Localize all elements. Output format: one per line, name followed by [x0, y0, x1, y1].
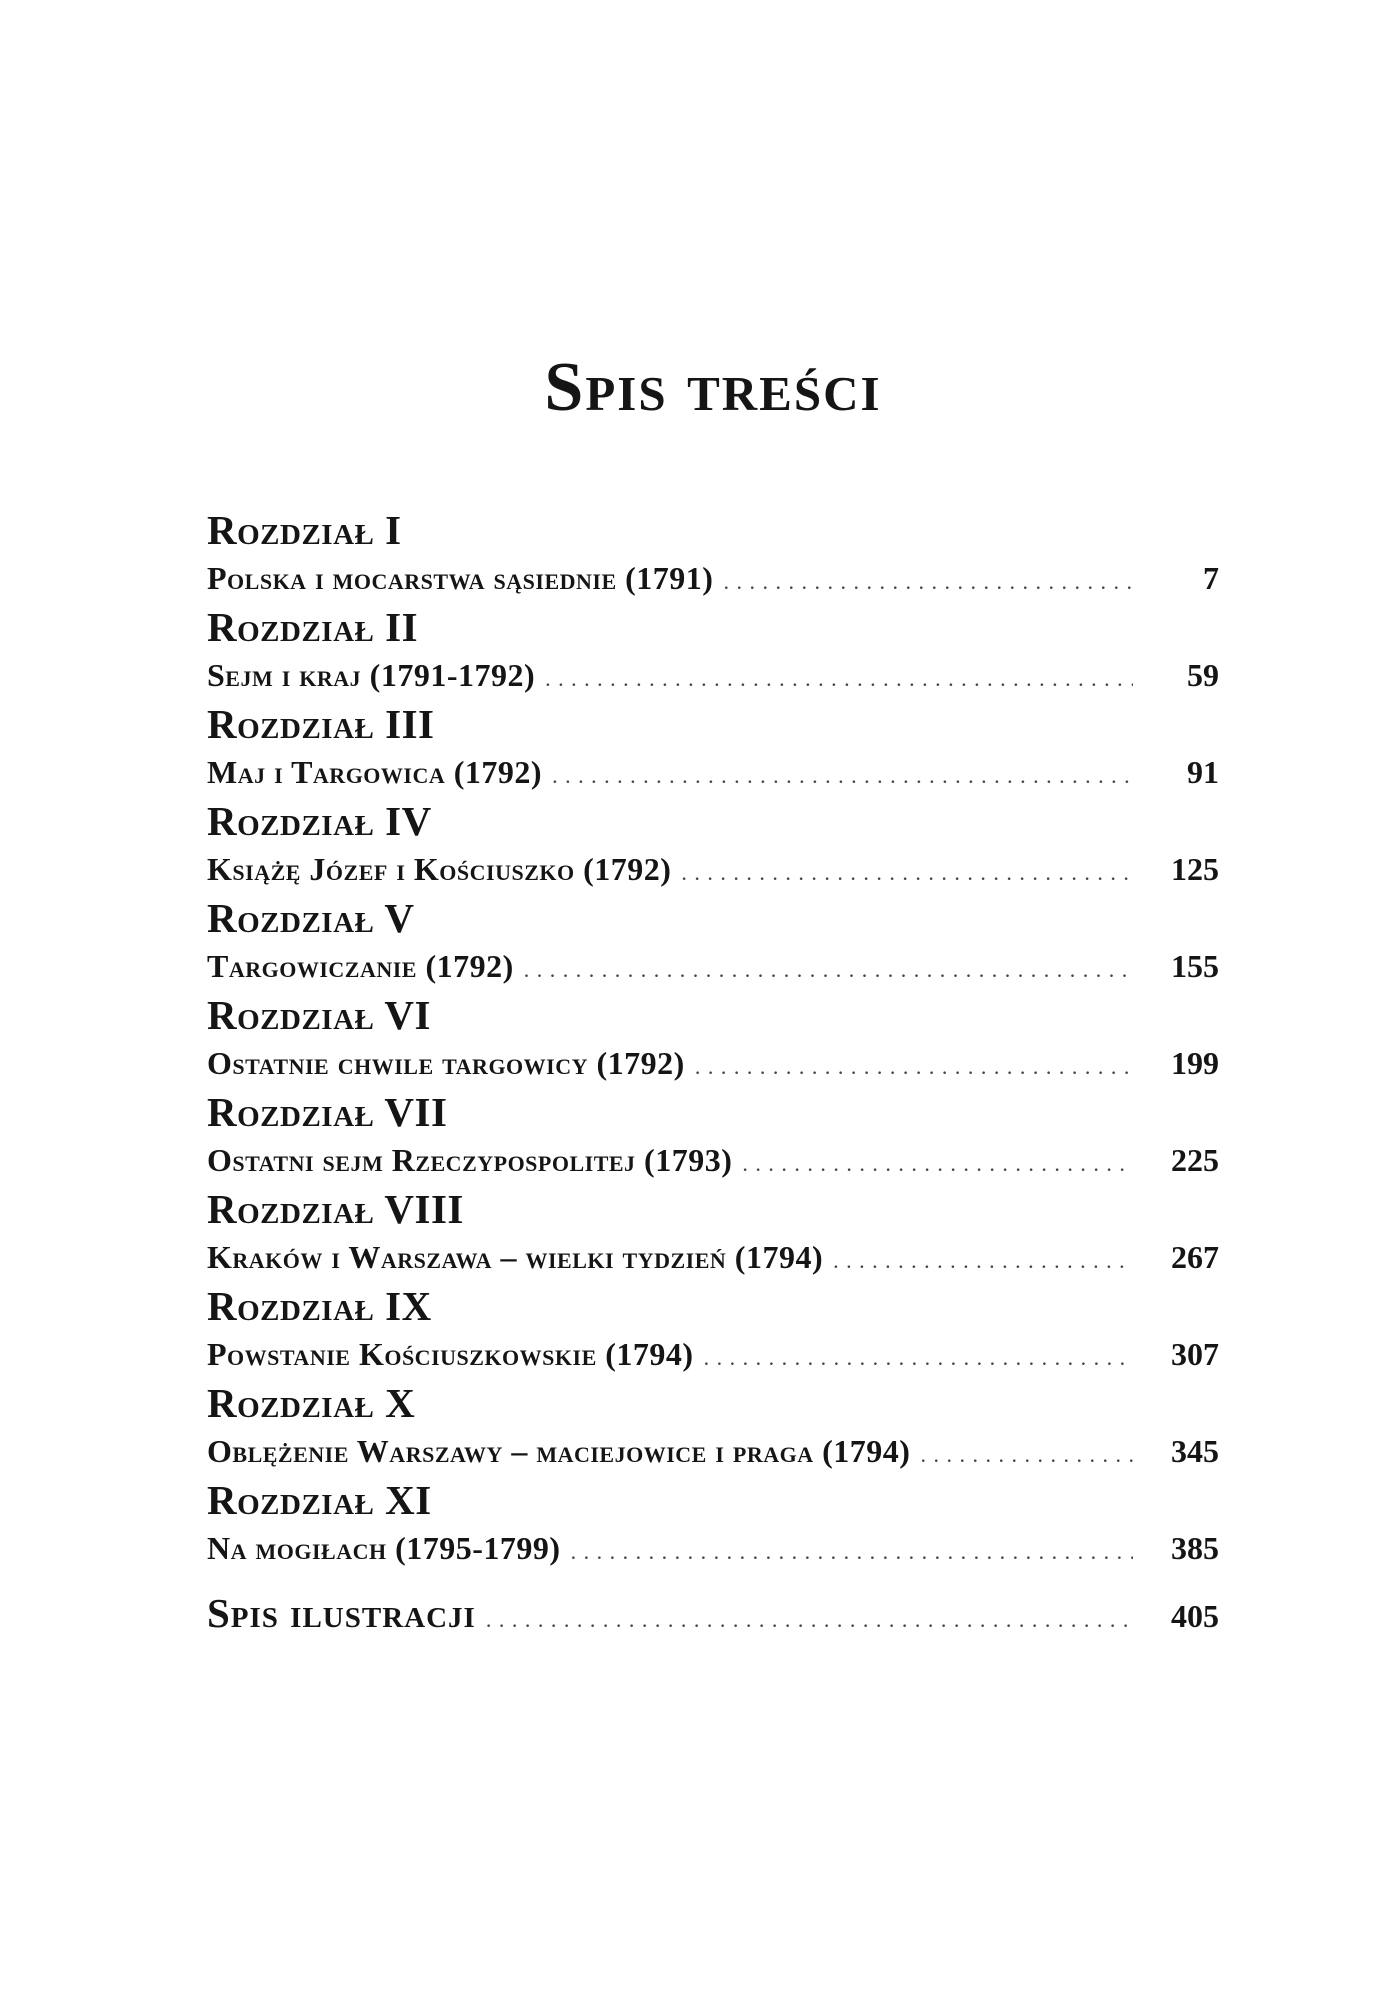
page-number: 267: [1171, 1239, 1219, 1275]
dot-leader: [524, 947, 1133, 992]
page-title: Spis treści: [544, 349, 882, 426]
toc-chapter: [207, 1086, 1219, 1183]
dot-leader: [486, 1592, 1133, 1648]
dot-leader: [723, 559, 1133, 604]
dot-leader: [681, 850, 1133, 895]
page-number: 385: [1171, 1530, 1219, 1566]
dot-leader: [571, 1529, 1133, 1574]
page-number: 7: [1203, 560, 1219, 596]
toc-chapter: [207, 1183, 1219, 1280]
page-number: 345: [1171, 1433, 1219, 1469]
toc-chapter: [207, 795, 1219, 892]
entry-title: Kraków i Warszawa – wielki tydzień (1794): [207, 1239, 824, 1275]
toc-chapter: [207, 1377, 1219, 1474]
toc-entry[interactable]: [207, 847, 1219, 892]
chapter-heading: Rozdział IV: [207, 798, 432, 844]
page-number: 225: [1171, 1142, 1219, 1178]
chapter-heading: Rozdział XI: [207, 1477, 432, 1523]
dot-leader: [695, 1044, 1133, 1089]
chapter-heading: Rozdział I: [207, 507, 402, 553]
toc-entry[interactable]: [207, 1235, 1219, 1280]
page-number: 405: [1171, 1598, 1219, 1634]
toc-entry[interactable]: [207, 1138, 1219, 1183]
dot-leader: [545, 656, 1133, 701]
chapter-heading: Rozdział III: [207, 701, 435, 747]
page-number: 91: [1187, 754, 1219, 790]
entry-title: Targowiczanie (1792): [207, 948, 514, 984]
toc-entry[interactable]: [207, 1429, 1219, 1474]
toc-chapter: [207, 989, 1219, 1086]
page-number: 307: [1171, 1336, 1219, 1372]
toc-entry[interactable]: [207, 1332, 1219, 1377]
dot-leader: [833, 1238, 1133, 1283]
chapter-heading: Rozdział VI: [207, 992, 431, 1038]
toc-entry[interactable]: [207, 1041, 1219, 1086]
page-number: 199: [1171, 1045, 1219, 1081]
chapter-heading: Rozdział IX: [207, 1283, 432, 1329]
entry-title: Ostatnie chwile targowicy (1792): [207, 1045, 685, 1081]
dot-leader: [920, 1432, 1133, 1477]
toc-chapter: [207, 698, 1219, 795]
toc-chapter: [207, 504, 1219, 601]
table-of-contents: [207, 504, 1219, 1641]
dot-leader: [704, 1335, 1133, 1380]
chapter-heading: Rozdział VII: [207, 1089, 448, 1135]
page-number: 125: [1171, 851, 1219, 887]
toc-chapter: [207, 1280, 1219, 1377]
page-number: 59: [1187, 657, 1219, 693]
entry-title: Ostatni sejm Rzeczypospolitej (1793): [207, 1142, 733, 1178]
toc-entry-illustrations[interactable]: [207, 1585, 1219, 1641]
dot-leader: [742, 1141, 1133, 1186]
chapter-heading: Rozdział V: [207, 895, 415, 941]
toc-chapter: [207, 601, 1219, 698]
toc-chapter: [207, 1474, 1219, 1571]
entry-title: Książę Józef i Kościuszko (1792): [207, 851, 672, 887]
page-number: 155: [1171, 948, 1219, 984]
entry-title: Spis ilustracji: [207, 1590, 476, 1636]
toc-entry[interactable]: [207, 653, 1219, 698]
entry-title: Powstanie Kościuszkowskie (1794): [207, 1336, 694, 1372]
toc-entry[interactable]: [207, 944, 1219, 989]
entry-title: Maj i Targowica (1792): [207, 754, 543, 790]
toc-chapter: [207, 892, 1219, 989]
chapter-heading: Rozdział II: [207, 604, 419, 650]
entry-title: Polska i mocarstwa sąsiednie (1791): [207, 560, 714, 596]
dot-leader: [552, 753, 1133, 798]
toc-entry[interactable]: [207, 1526, 1219, 1571]
entry-title: Sejm i kraj (1791-1792): [207, 657, 536, 693]
entry-title: Na mogiłach (1795-1799): [207, 1530, 561, 1566]
chapter-heading: Rozdział X: [207, 1380, 416, 1426]
toc-entry[interactable]: [207, 556, 1219, 601]
chapter-heading: Rozdział VIII: [207, 1186, 464, 1232]
toc-entry[interactable]: [207, 750, 1219, 795]
entry-title: Oblężenie Warszawy – maciejowice i praga (1794): [207, 1433, 911, 1469]
